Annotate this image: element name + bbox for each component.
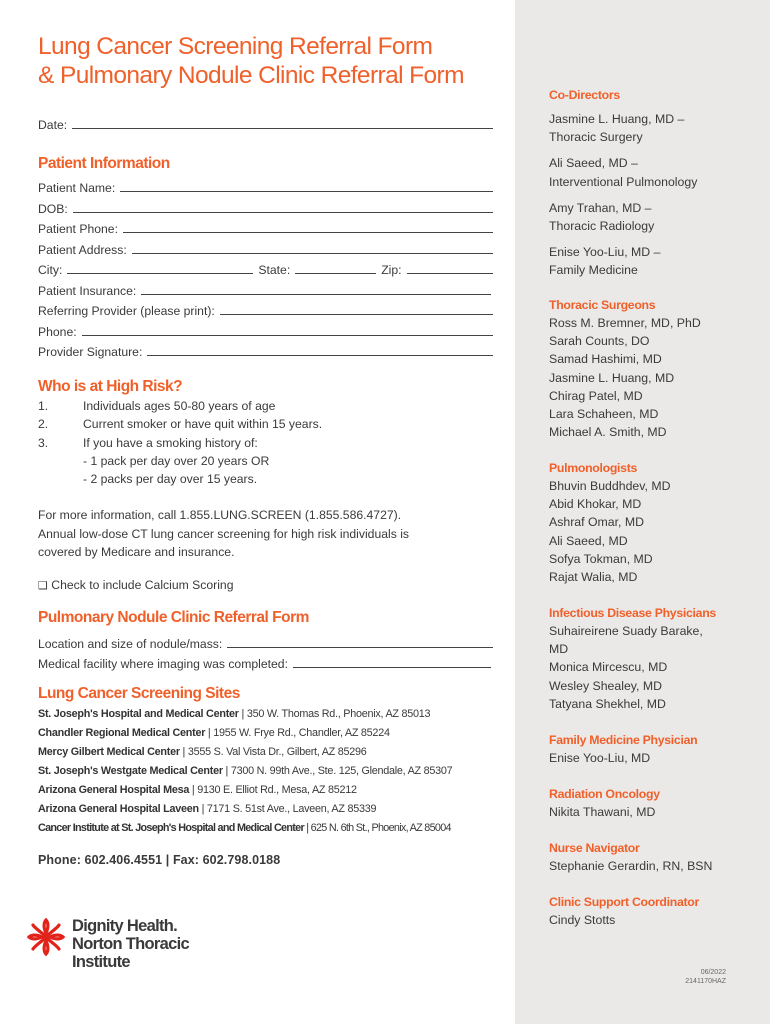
imaging-facility-field[interactable]: Medical facility where imaging was completed:	[38, 651, 491, 672]
list-item: Ross M. Bremner, MD, PhD	[549, 316, 701, 330]
thoracic-surgeons-section	[549, 296, 754, 441]
radiation-oncology-heading: Radiation Oncology	[549, 787, 660, 801]
form-main	[38, 32, 496, 867]
list-item: Sarah Counts, DO	[549, 334, 650, 349]
thoracic-surgeons-heading: Thoracic Surgeons	[549, 298, 656, 312]
list-item: Wesley Shealey, MD	[549, 678, 662, 693]
infectious-disease-section	[549, 604, 754, 713]
list-item: Mercy Gilbert Medical Center | 3555 S. Val Vista Dr., Gilbert, AZ 85296	[38, 746, 367, 759]
nurse-navigator-heading: Nurse Navigator	[549, 841, 640, 855]
co-directors-section	[549, 86, 754, 280]
patient-address-field[interactable]: Patient Address:	[38, 236, 493, 257]
patient-info-heading: Patient Information	[38, 154, 170, 172]
list-item: Arizona General Hospital Mesa | 9130 E. Elliot Rd., Mesa, AZ 85212	[38, 784, 357, 797]
city-state-zip-row: City: State: Zip:	[38, 257, 493, 278]
zip-field[interactable]	[407, 261, 493, 274]
family-medicine-heading: Family Medicine Physician	[549, 733, 698, 747]
list-item: 1. Individuals ages 50-80 years of age	[38, 399, 276, 413]
pulmonologists-heading: Pulmonologists	[549, 461, 638, 475]
clinic-support-heading: Clinic Support Coordinator	[549, 895, 700, 909]
list-item: Sofya Tokman, MD	[549, 551, 653, 566]
list-item: Michael A. Smith, MD	[549, 425, 667, 440]
dignity-health-star-icon	[26, 917, 66, 957]
list-item: St. Joseph's Westgate Medical Center | 7300 N. 99th Ave., Ste. 125, Glendale, AZ 85307	[38, 765, 453, 778]
list-item: Nikita Thawani, MD	[549, 805, 656, 819]
list-item: Stephanie Gerardin, RN, BSN	[549, 859, 713, 873]
infectious-disease-heading: Infectious Disease Physicians	[549, 606, 716, 620]
nodule-clinic-heading: Pulmonary Nodule Clinic Referral Form	[38, 609, 309, 627]
list-item: Suhaireirene Suady Barake,	[549, 624, 703, 638]
insurance-field[interactable]: Patient Insurance:	[38, 277, 491, 298]
list-item: St. Joseph's Hospital and Medical Center | 350 W. Thomas Rd., Phoenix, AZ 85013	[38, 708, 431, 721]
list-item: Amy Trahan, MD – Thoracic Radiology	[549, 200, 655, 234]
list-item: 2. Current smoker or have quit within 15 years.	[38, 417, 323, 432]
clinic-support-section	[549, 893, 754, 929]
list-item: Arizona General Hospital Laveen | 7171 S. 51st Ave., Laveen, AZ 85339	[38, 803, 377, 816]
list-item: MD	[549, 642, 569, 657]
list-item: Ali Saeed, MD	[549, 533, 628, 548]
list-item: - 2 packs per day over 15 years.	[83, 472, 258, 487]
list-item: Jasmine L. Huang, MD	[549, 370, 675, 385]
co-directors-heading: Co-Directors	[549, 88, 620, 102]
risk-list	[38, 397, 496, 488]
nurse-navigator-section	[549, 839, 754, 875]
title-line-2: & Pulmonary Nodule Clinic Referral Form	[38, 62, 464, 89]
list-item: Abid Khokar, MD	[549, 497, 642, 512]
calcium-scoring-checkbox[interactable]: ❑ Check to include Calcium Scoring	[38, 577, 234, 592]
list-item: Rajat Walia, MD	[549, 570, 638, 585]
list-item: Cancer Institute at St. Joseph's Hospital and Medical Center | 625 N. 6th St., Phoenix, AZ 85004	[38, 822, 451, 835]
list-item: Jasmine L. Huang, MD – Thoracic Surgery	[549, 112, 685, 145]
form-code: 06/2022 2141170HAZ	[685, 969, 726, 985]
list-item: - 1 pack per day over 20 years OR	[83, 453, 270, 468]
provider-phone-field[interactable]: Phone:	[38, 318, 493, 339]
list-item: 3. If you have a smoking history of:	[38, 435, 258, 450]
pulmonologists-section	[549, 459, 754, 586]
title-line-1: Lung Cancer Screening Referral Form	[38, 33, 433, 60]
city-field[interactable]	[67, 261, 253, 274]
provider-signature-field[interactable]: Provider Signature:	[38, 339, 493, 360]
list-item: Cindy Stotts	[549, 913, 616, 927]
checkbox-icon[interactable]: ❑	[38, 579, 48, 592]
dob-field[interactable]: DOB:	[38, 195, 493, 216]
list-item: Monica Mircescu, MD	[549, 660, 668, 675]
list-item: Enise Yoo-Liu, MD – Family Medicine	[549, 245, 661, 278]
logo-text: Dignity Health. Norton Thoracic Institute	[72, 917, 189, 971]
list-item: Ashraf Omar, MD	[549, 515, 644, 530]
referring-provider-field[interactable]: Referring Provider (please print):	[38, 298, 493, 319]
patient-phone-field[interactable]: Patient Phone:	[38, 216, 493, 237]
sites-list	[38, 705, 496, 838]
list-item: Ali Saeed, MD – Interventional Pulmonology	[549, 156, 698, 189]
date-field[interactable]: Date:	[38, 111, 493, 132]
dignity-health-logo	[26, 917, 189, 971]
list-item: Bhuvin Buddhdev, MD	[549, 479, 671, 493]
state-field[interactable]	[295, 261, 376, 274]
form-title	[38, 32, 496, 90]
nodule-location-field[interactable]: Location and size of nodule/mass:	[38, 630, 493, 651]
list-item: Chandler Regional Medical Center | 1955 W. Frye Rd., Chandler, AZ 85224	[38, 727, 390, 740]
screening-sites-heading: Lung Cancer Screening Sites	[38, 685, 240, 703]
family-medicine-section	[549, 731, 754, 767]
list-item: Enise Yoo-Liu, MD	[549, 751, 651, 765]
list-item: Lara Schaheen, MD	[549, 407, 659, 422]
patient-name-field[interactable]: Patient Name:	[38, 175, 493, 196]
list-item: Samad Hashimi, MD	[549, 352, 662, 367]
phone-fax-line: Phone: 602.406.4551 | Fax: 602.798.0188	[38, 853, 281, 868]
high-risk-heading: Who is at High Risk?	[38, 378, 183, 395]
radiation-oncology-section	[549, 785, 754, 821]
list-item: Tatyana Shekhel, MD	[549, 696, 666, 711]
list-item: Chirag Patel, MD	[549, 388, 643, 403]
more-info-text: For more information, call 1.855.LUNG.SCREEN (1.855.586.4727). Annual low-dose CT lung cancer screening for high risk individuals is covered by Medicare and insurance.	[38, 508, 410, 560]
